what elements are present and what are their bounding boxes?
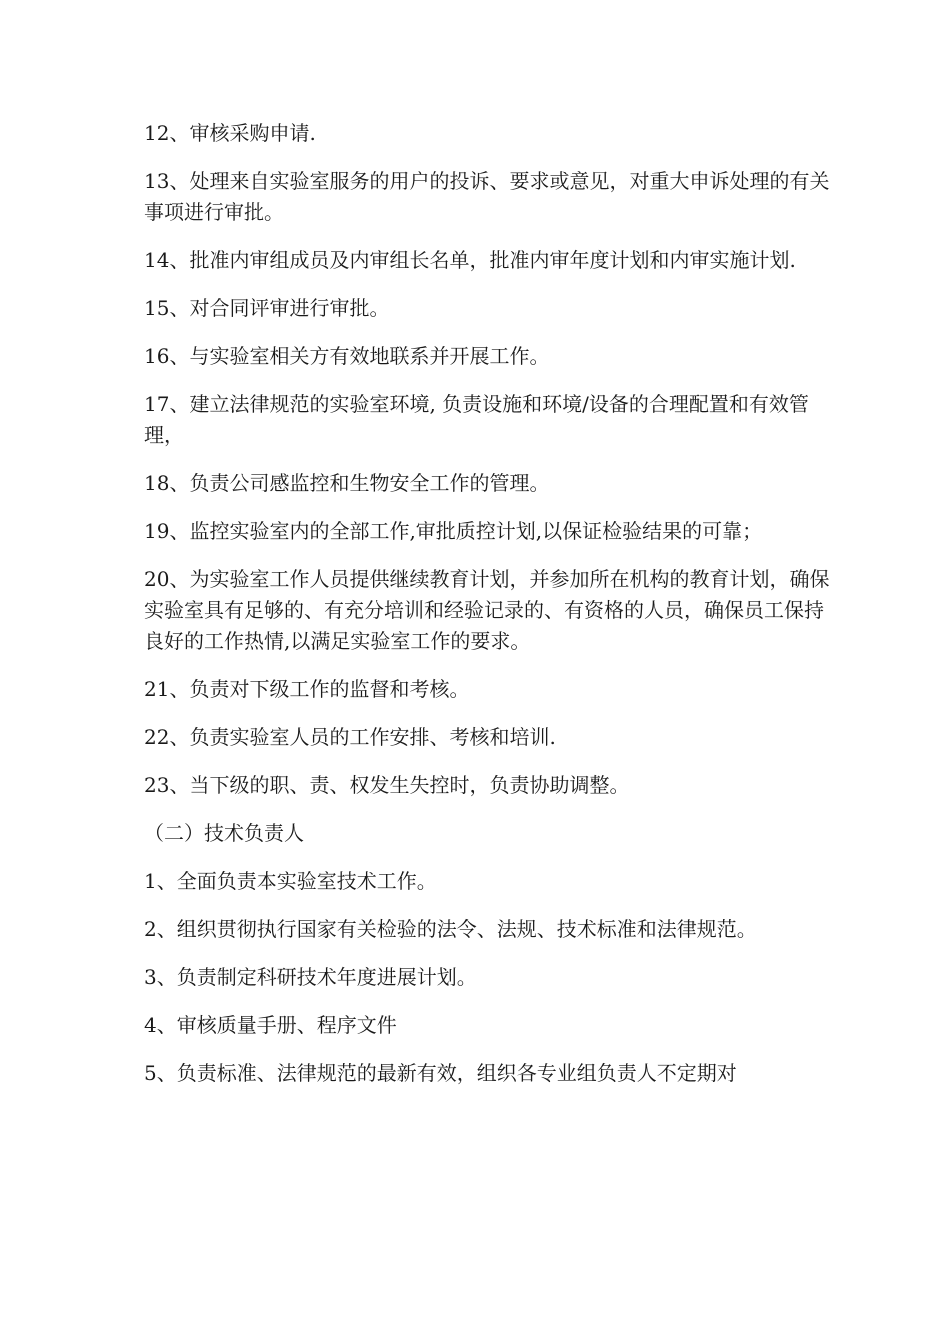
paragraph-item-19: 19、监控实验室内的全部工作,审批质控计划,以保证检验结果的可靠； — [144, 519, 763, 543]
paragraph-item-20: 20、为实验室工作人员提供继续教育计划，并参加所在机构的教育计划，确保实验室具有足够的、有充分培训和经验记录的、有资格的人员，确保员工保持良好的工作热情,以满足实验室工作的要求。 — [144, 567, 830, 653]
paragraph-item-5: 5、负责标准、法律规范的最新有效，组织各专业组负责人不定期对 — [144, 1061, 737, 1085]
paragraph-item-14: 14、批准内审组成员及内审组长名单，批准内审年度计划和内审实施计划. — [144, 248, 796, 272]
document-body — [144, 118, 834, 1106]
paragraph-item-12: 12、审核采购申请. — [144, 121, 316, 145]
paragraph-item-4: 4、审核质量手册、程序文件 — [144, 1013, 397, 1037]
paragraph-item-17: 17、建立法律规范的实验室环境, 负责设施和环境/设备的合理配置和有效管理， — [144, 392, 809, 447]
paragraph-item-22: 22、负责实验室人员的工作安排、考核和培训. — [144, 725, 556, 749]
paragraph-item-18: 18、负责公司感监控和生物安全工作的管理。 — [144, 471, 550, 495]
paragraph-item-16: 16、与实验室相关方有效地联系并开展工作。 — [144, 344, 550, 368]
paragraph-item-15: 15、对合同评审进行审批。 — [144, 296, 390, 320]
paragraph-item-2: 2、组织贯彻执行国家有关检验的法令、法规、技术标准和法律规范。 — [144, 917, 757, 941]
paragraph-item-21: 21、负责对下级工作的监督和考核。 — [144, 677, 470, 701]
paragraph-item-1: 1、全面负责本实验室技术工作。 — [144, 869, 437, 893]
paragraph-item-23: 23、当下级的职、责、权发生失控时，负责协助调整。 — [144, 773, 630, 797]
paragraph-item-3: 3、负责制定科研技术年度进展计划。 — [144, 965, 477, 989]
paragraph-item-13: 13、处理来自实验室服务的用户的投诉、要求或意见，对重大申诉处理的有关事项进行审批。 — [144, 169, 830, 224]
section-heading-technical-lead: （二）技术负责人 — [144, 821, 304, 845]
